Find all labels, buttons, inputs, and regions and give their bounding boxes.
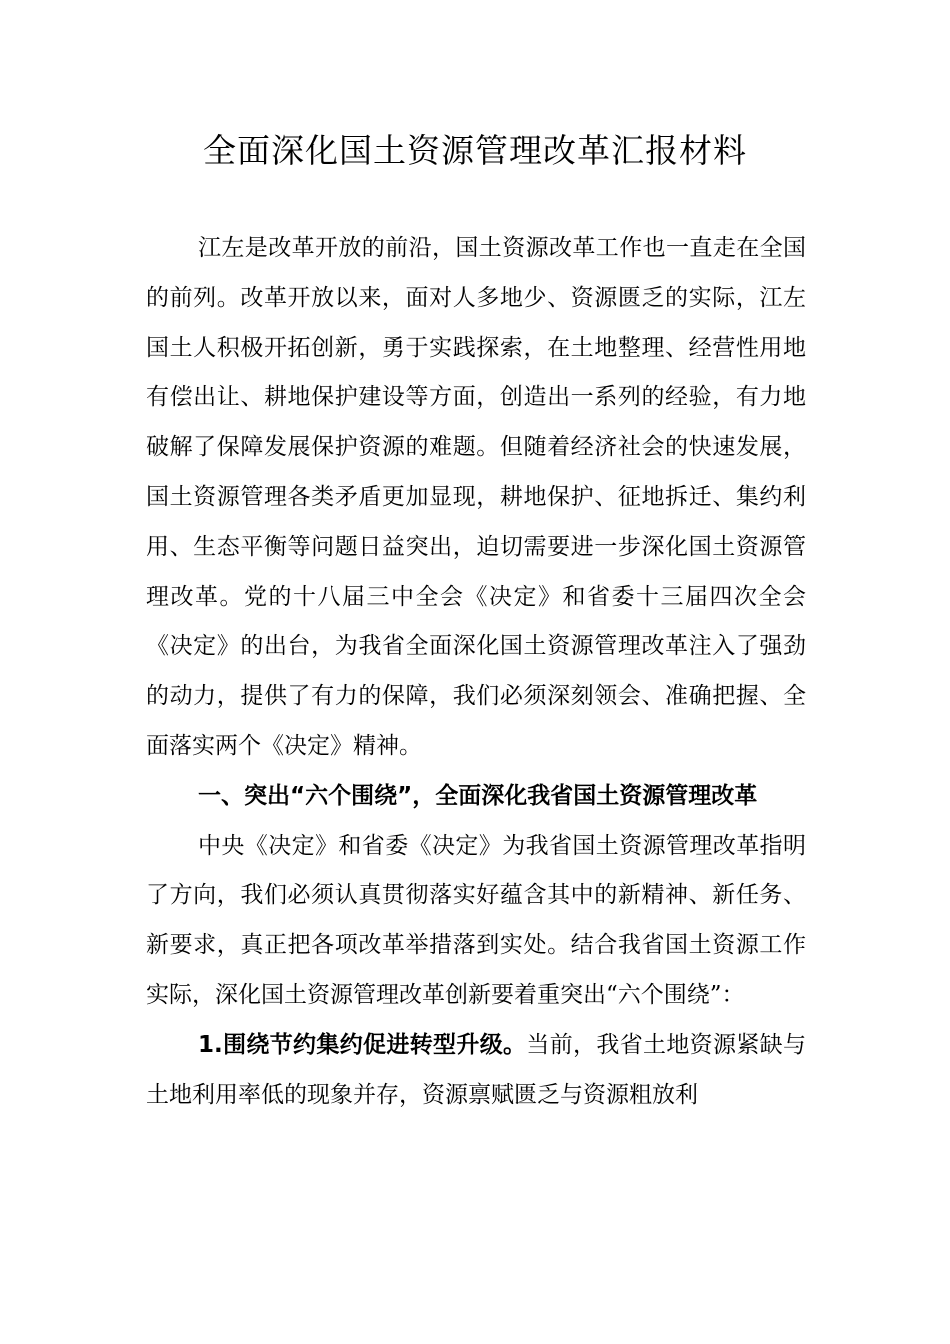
intro-paragraph: 江左是改革开放的前沿，国土资源改革工作也一直走在全国的前列。改革开放以来，面对人多地少、资源匮乏的实际，江左国土人积极开拓创新，勇于实践探索，在土地整理、经营性用地有偿出让、耕地保护建设等方面，创造出一系列的经验，有力地破解了保障发展保护资源的难题。但随着经济社会的快速发展，国土资源管理各类矛盾更加显现，耕地保护、征地拆迁、集约利用、生态平衡等问题日益突出，迫切需要进一步深化国土资源管理改革。党的十八届三中全会《决定》和省委十三届四次全会《决定》的出台，为我省全面深化国土资源管理改革注入了强劲的动力，提供了有力的保障，我们必须深刻领会、准确把握、全面落实两个《决定》精神。 xyxy=(146,235,806,759)
section-1-paragraph: 中央《决定》和省委《决定》为我省国土资源管理改革指明了方向，我们必须认真贯彻落实好蕴含其中的新精神、新任务、新要求，真正把各项改革举措落到实处。结合我省国土资源工作实际，深化国土资源管理改革创新要着重突出“六个围绕”： xyxy=(146,832,806,1008)
section-heading-1: 一、突出“六个围绕”，全面深化我省国土资源管理改革 xyxy=(198,782,758,809)
point-1-paragraph xyxy=(146,1021,806,1121)
document-body xyxy=(146,224,806,1120)
point-1-lead: 1.围绕节约集约促进转型升级。 xyxy=(198,1031,527,1058)
point-1-text: 当前，我省土地资源紧缺与土地利用率低的现象并存，资源禀赋匮乏与资源粗放利 xyxy=(146,1031,807,1108)
document-title: 全面深化国土资源管理改革汇报材料 xyxy=(203,131,747,170)
